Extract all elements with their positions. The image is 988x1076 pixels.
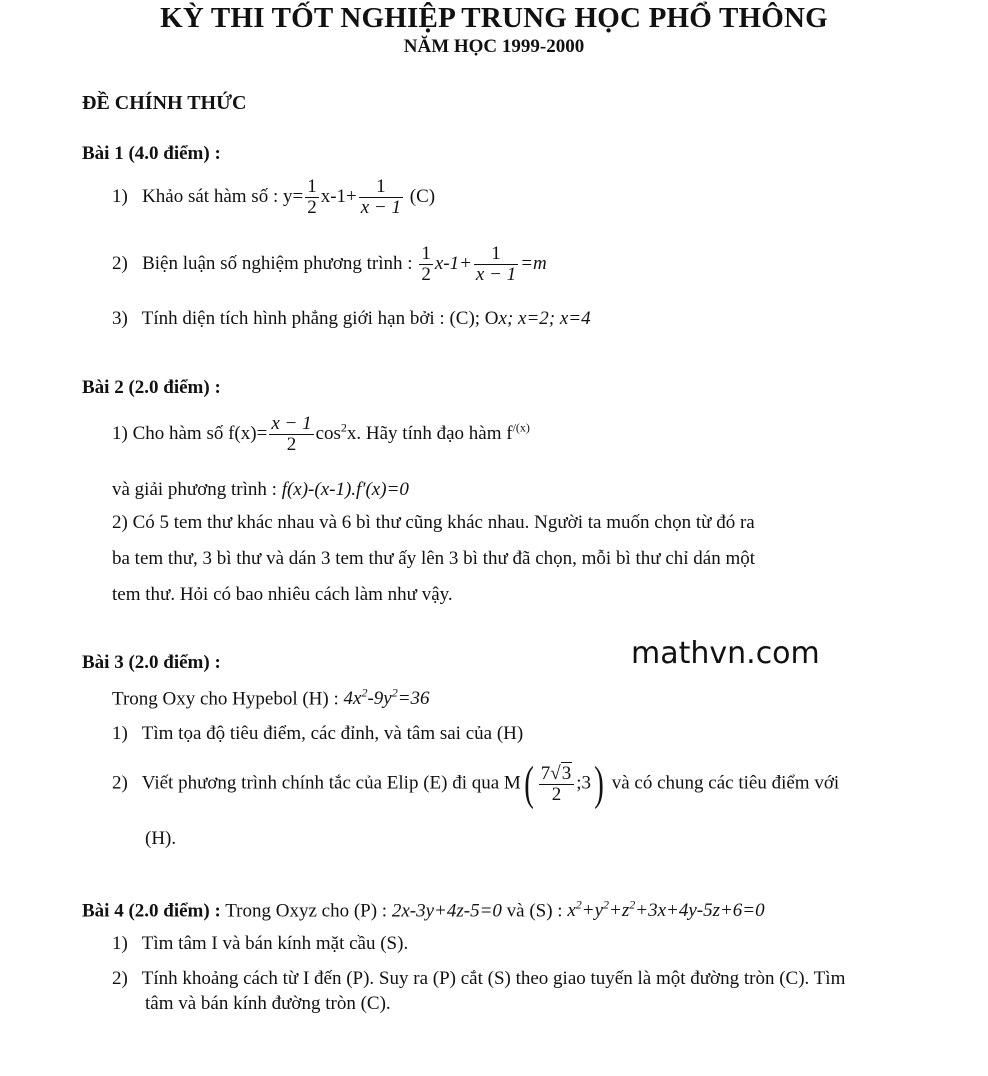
q-text: Tính khoảng cách từ I đến (P). Suy ra (P) cắt (S) theo giao tuyến là một đường tròn (C). Tìm: [141, 968, 846, 989]
bai2-p1b: [112, 479, 409, 501]
bai2-p1: [112, 414, 530, 455]
bai2-heading: Bài 2 (2.0 điểm) :: [82, 377, 221, 398]
p-text: Trong Oxy cho Hypebol (H) :: [112, 688, 339, 710]
q-text: Khảo sát hàm số : y=: [142, 185, 304, 207]
fraction: $\frac{1}{x - 1}$: [475, 243, 517, 285]
bai3-q2: [112, 757, 840, 810]
p-line: 2) Có 5 tem thư khác nhau và 6 bì thư cũng khác nhau. Người ta muốn chọn từ đó ra: [112, 512, 755, 533]
q-label: 1): [112, 723, 128, 744]
p-text: Trong Oxyz cho (P) :: [225, 900, 388, 922]
exam-year: NĂM HỌC 1999-2000: [403, 36, 585, 57]
bai4-q1: [112, 933, 408, 955]
fraction: $\frac{1}{x - 1}$: [360, 176, 402, 218]
expr: x-1+: [320, 185, 357, 207]
p-text: 1) Cho hàm số f(x)=: [112, 422, 268, 444]
q-label: 1): [112, 185, 128, 207]
fraction: $\frac{x - 1}{2}$: [271, 413, 312, 455]
q-tail: (C): [409, 185, 436, 207]
q-text: Tính diện tích hình phẳng giới hạn bởi : (C); O: [141, 308, 499, 329]
expr: cos: [315, 422, 341, 444]
expr: $x^2+y^2+z^2+3x+4y-5z+6=0$: [567, 898, 765, 922]
q-label: 2): [112, 772, 128, 794]
bai3-q1: [112, 723, 523, 745]
p-text: và giải phương trình :: [112, 479, 277, 500]
exponent: 2: [340, 420, 347, 435]
expr: $4x^2-9y^2=36$: [343, 686, 430, 710]
bai3-heading: Bài 3 (2.0 điểm) :: [82, 652, 221, 673]
q-text: Tìm tọa độ tiêu điểm, các đỉnh, và tâm sai của (H): [141, 723, 524, 744]
q-text: Tìm tâm I và bán kính mặt cầu (S).: [141, 933, 409, 954]
exponent: /(x): [512, 420, 530, 435]
fraction: $\frac{1}{2}$: [307, 176, 317, 218]
expr: x; x=2; x=4: [498, 308, 591, 329]
bai2-p2: [112, 505, 755, 613]
q-label: 1): [112, 933, 128, 954]
bai1-q2: [112, 244, 547, 285]
fraction: $\frac{7√3}{2}$: [539, 764, 574, 805]
q-label: 3): [112, 308, 128, 329]
official-label: ĐỀ CHÍNH THỨC: [82, 92, 247, 114]
watermark-text: mathvn.com: [631, 636, 820, 671]
exam-title: KỲ THI TỐT NGHIỆP TRUNG HỌC PHỔ THÔNG: [160, 2, 828, 34]
bai4-heading-line: [82, 898, 765, 922]
q-label: 2): [112, 252, 128, 274]
p-text: và (S) :: [506, 900, 563, 922]
expr: ;3: [576, 772, 592, 794]
p-text: x. Hãy tính đạo hàm f: [346, 422, 513, 444]
bai1-q1: [112, 177, 435, 218]
q-tail: và có chung các tiêu điểm với: [611, 772, 840, 794]
fraction: $\frac{1}{2}$: [421, 243, 431, 285]
expr: =m: [520, 252, 547, 274]
bai4-q2-line2: tâm và bán kính đường tròn (C).: [145, 993, 391, 1014]
paren-open: (: [524, 757, 534, 810]
q-text: Biện luận số nghiệm phương trình :: [142, 252, 413, 274]
expr: f(x)-(x-1).f′(x)=0: [281, 479, 409, 500]
q-label: 2): [112, 968, 128, 989]
paren-close: ): [594, 757, 604, 810]
bai4-heading: Bài 4 (2.0 điểm) :: [82, 900, 221, 922]
q-text: Viết phương trình chính tắc của Elip (E) đi qua M: [141, 772, 521, 794]
bai3-q2-line2: (H).: [145, 828, 177, 849]
bai1-heading: Bài 1 (4.0 điểm) :: [82, 143, 221, 164]
p-line: tem thư. Hỏi có bao nhiêu cách làm như vậy.: [112, 584, 453, 605]
expr: 2x-3y+4z-5=0: [391, 900, 502, 922]
bai4-q2: [112, 968, 845, 990]
bai3-intro: [112, 686, 430, 710]
bai1-q3: [112, 308, 591, 330]
p-line: ba tem thư, 3 bì thư và dán 3 tem thư ấy lên 3 bì thư đã chọn, mỗi bì thư chỉ dán một: [112, 548, 756, 569]
expr: x-1+: [434, 252, 472, 274]
